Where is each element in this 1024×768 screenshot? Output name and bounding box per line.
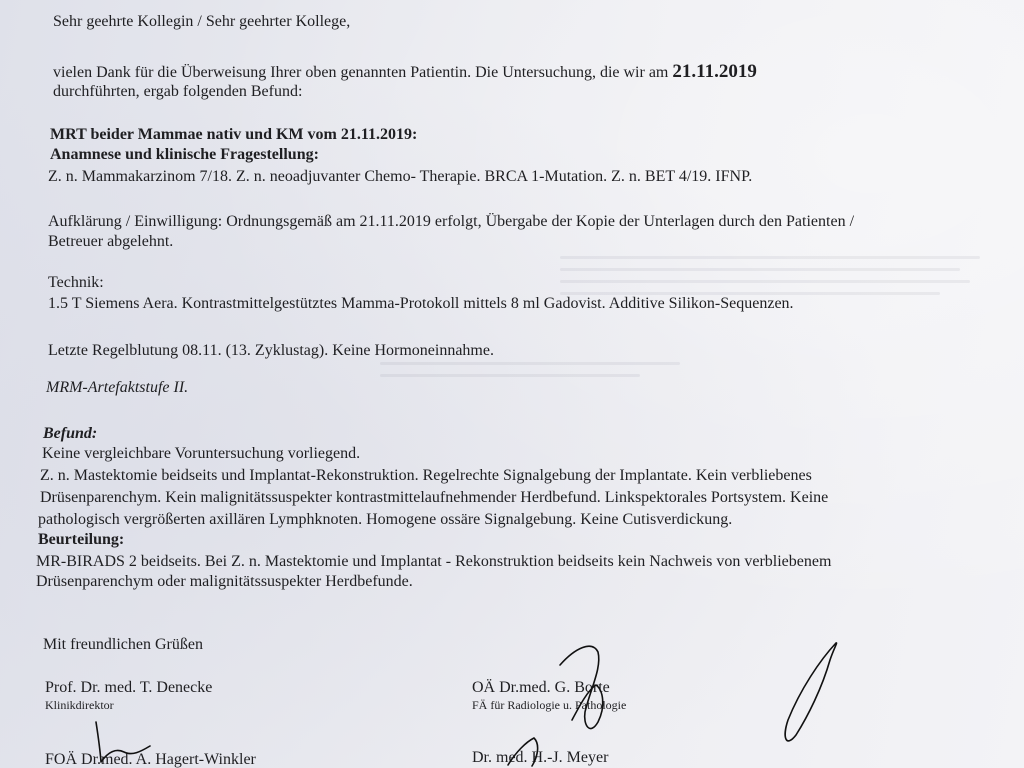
signatory-name: OÄ Dr.med. G. Borte [472, 679, 610, 696]
signatory-name: Prof. Dr. med. T. Denecke [45, 679, 213, 696]
technique-text: 1.5 T Siemens Aera. Kontrastmittelgestütztes Mamma-Protokoll mittels 8 ml Gadovist. Additive Silikon-Sequenzen. [48, 295, 794, 312]
exam-title: MRT beider Mammae nativ und KM vom 21.11.2019: [50, 126, 418, 143]
findings-line: Keine vergleichbare Voruntersuchung vorliegend. [42, 445, 361, 462]
consent-line-2: Betreuer abgelehnt. [48, 233, 174, 250]
assessment-line: MR-BIRADS 2 beidseits. Bei Z. n. Mastektomie und Implantat - Rekonstruktion beidseits kein Nachweis von verbliebenem [36, 553, 832, 570]
salutation: Sehr geehrte Kollegin / Sehr geehrter Kollege, [53, 13, 351, 30]
findings-line: Drüsenparenchym. Kein malignitätssuspekter kontrastmittelaufnehmender Herdbefund. Linkspektorales Portsystem. Keine [40, 489, 829, 506]
assessment-heading: Beurteilung: [38, 531, 125, 548]
intro-text: vielen Dank für die Überweisung Ihrer oben genannten Patientin. Die Untersuchung, die wir am [53, 64, 669, 81]
technique-heading: Technik: [48, 274, 104, 291]
assessment-line: Drüsenparenchym oder malignitätssuspekter Herdbefunde. [36, 573, 413, 590]
anamnesis-heading: Anamnese und klinische Fragestellung: [50, 146, 319, 163]
anamnesis-text: Z. n. Mammakarzinom 7/18. Z. n. neoadjuvanter Chemo- Therapie. BRCA 1-Mutation. Z. n. BET 4/19. IFNP. [48, 168, 753, 185]
intro-line-2: durchführten, ergab folgenden Befund: [53, 83, 303, 100]
menstruation-note: Letzte Regelblutung 08.11. (13. Zyklustag). Keine Hormoneinnahme. [48, 342, 494, 359]
closing: Mit freundlichen Grüßen [43, 636, 203, 653]
signatory-name: FOÄ Dr.med. A. Hagert-Winkler [45, 751, 256, 768]
signature-hagert [96, 722, 150, 762]
signature-right [785, 643, 836, 741]
signature-meyer [508, 738, 538, 766]
findings-line: pathologisch vergrößerten axillären Lymphknoten. Homogene ossäre Signalgebung. Keine Cutisverdickung. [38, 511, 733, 528]
exam-date: 21.11.2019 [672, 61, 757, 82]
signatory-role: FÄ für Radiologie u. Pathologie [472, 698, 627, 712]
signature-borte [560, 646, 603, 728]
artifact-level: MRM-Artefaktstufe II. [46, 379, 189, 396]
consent-line-1: Aufklärung / Einwilligung: Ordnungsgemäß am 21.11.2019 erfolgt, Übergabe der Kopie der Unterlagen durch den Patienten / [48, 213, 855, 230]
signatory-name: Dr. med. H.-J. Meyer [472, 749, 609, 766]
signatory-role: Klinikdirektor [45, 698, 114, 712]
findings-heading: Befund: [43, 425, 98, 442]
findings-line: Z. n. Mastektomie beidseits und Implantat-Rekonstruktion. Regelrechte Signalgebung der Implantate. Kein verbliebenes [40, 467, 812, 484]
